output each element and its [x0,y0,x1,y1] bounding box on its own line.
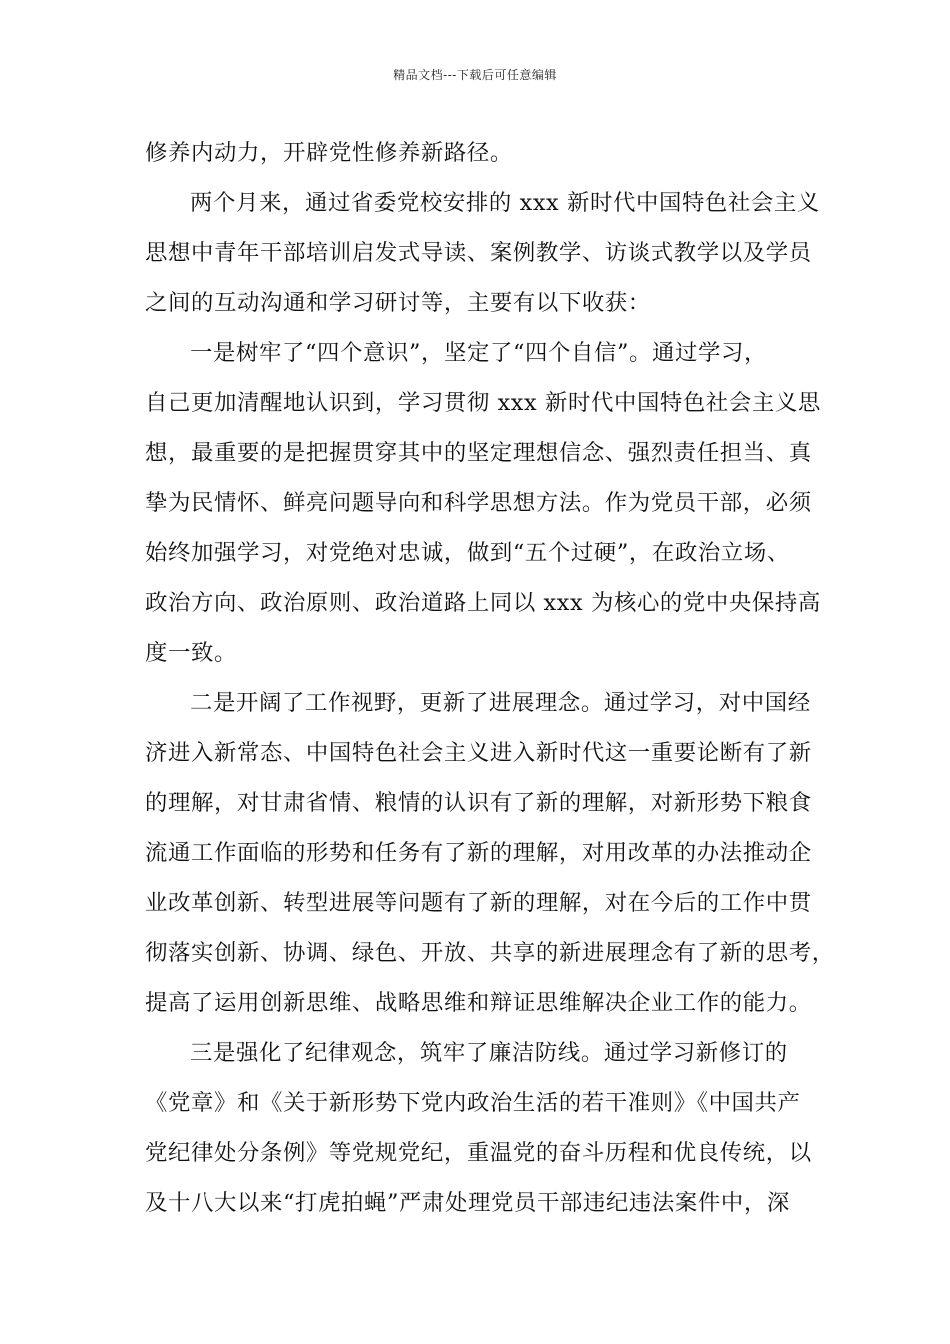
document-body [145,128,835,1228]
page-header: 精品文档---下载后可任意编辑 [393,68,557,82]
text-line: 想，最重要的是把握贯穿其中的坚定理想信念、强烈责任担当、真 [145,440,812,466]
paragraph-first-line: 两个月来，通过省委党校安排的 xxx 新时代中国特色社会主义 [190,190,820,216]
text-line: 及十八大以来“打虎拍蝇”严肃处理党员干部违纪违法案件中，深 [145,1190,790,1216]
text-line: 彻落实创新、协调、绿色、开放、共享的新进展理念有了新的思考， [145,940,835,966]
text-line: 流通工作面临的形势和任务有了新的理解，对用改革的办法推动企 [145,840,812,866]
paragraph-first-line: 三是强化了纪律观念，筑牢了廉洁防线。通过学习新修订的 [190,1040,788,1066]
text-line: 之间的互动沟通和学习研讨等，主要有以下收获： [145,290,651,316]
text-line: 《党章》和《关于新形势下党内政治生活的若干准则》《中国共产 [145,1090,801,1116]
text-line: 提高了运用创新思维、战略思维和辩证思维解决企业工作的能力。 [145,990,812,1016]
text-line: 政治方向、政治原则、政治道路上同以 xxx 为核心的党中央保持高 [145,590,821,616]
text-line: 思想中青年干部培训启发式导读、案例教学、访谈式教学以及学员 [145,240,812,266]
text-line: 修养内动力，开辟党性修养新路径。 [145,140,513,166]
text-line: 挚为民情怀、鲜亮问题导向和科学思想方法。作为党员干部，必须 [145,490,812,516]
text-line: 的理解，对甘肃省情、粮情的认识有了新的理解，对新形势下粮食 [145,790,812,816]
text-line: 业改革创新、转型进展等问题有了新的理解，对在今后的工作中贯 [145,890,812,916]
text-line: 党纪律处分条例》等党规党纪，重温党的奋斗历程和优良传统，以 [145,1140,812,1166]
text-line: 自己更加清醒地认识到，学习贯彻 xxx 新时代中国特色社会主义思 [145,390,821,416]
text-line: 济进入新常态、中国特色社会主义进入新时代这一重要论断有了新 [145,740,812,766]
text-line: 始终加强学习，对党绝对忠诚，做到“五个过硬”，在政治立场、 [145,540,790,566]
text-line: 度一致。 [145,640,237,666]
paragraph-first-line: 二是开阔了工作视野，更新了进展理念。通过学习，对中国经 [190,690,811,716]
paragraph-first-line: 一是树牢了“四个意识”，坚定了“四个自信”。通过学习， [190,340,767,366]
